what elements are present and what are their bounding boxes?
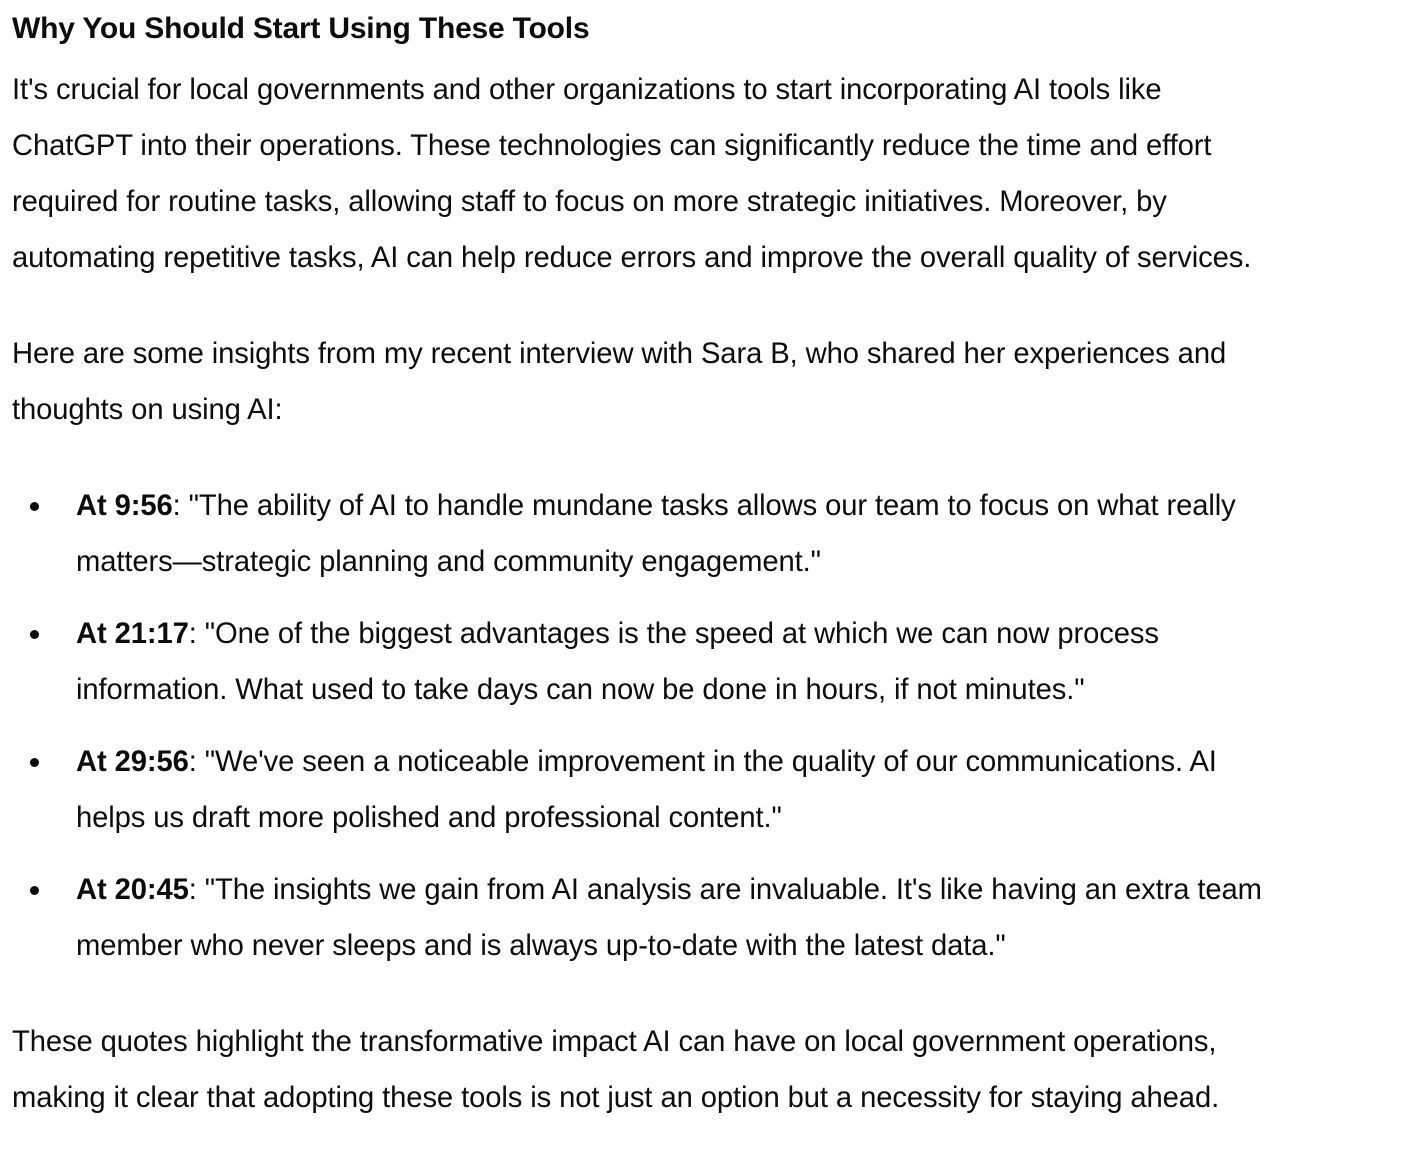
- quote-list-item: [12, 862, 1400, 974]
- paragraph-line: making it clear that adopting these tools is not just an option but a necessity for staying ahead.: [12, 1082, 1220, 1114]
- quote-line: [76, 862, 1400, 918]
- quote-list-item: [12, 606, 1400, 718]
- quote-line: member who never sleeps and is always up-to-date with the latest data.": [76, 930, 1006, 962]
- quote-timestamp: At 9:56: [76, 490, 173, 522]
- quote-timestamp: At 20:45: [76, 874, 189, 906]
- quote-text: : "The insights we gain from AI analysis are invaluable. It's like having an extra team: [188, 874, 1262, 906]
- quote-list-item: [12, 478, 1400, 590]
- paragraph-line: automating repetitive tasks, AI can help reduce errors and improve the overall quality of services.: [12, 242, 1252, 274]
- quote-line: helps us draft more polished and professional content.": [76, 802, 782, 834]
- bullet-icon: [30, 758, 39, 767]
- paragraph-line: thoughts on using AI:: [12, 394, 283, 426]
- quote-timestamp: At 21:17: [76, 618, 189, 650]
- intro-paragraph: [12, 62, 1400, 286]
- quote-line: matters—strategic planning and community engagement.": [76, 546, 821, 578]
- bullet-icon: [30, 630, 39, 639]
- quote-list-item: [12, 734, 1400, 846]
- paragraph-line: It's crucial for local governments and other organizations to start incorporating AI tools like: [12, 74, 1162, 106]
- quote-text: : "One of the biggest advantages is the speed at which we can now process: [188, 618, 1159, 650]
- quote-line: information. What used to take days can now be done in hours, if not minutes.": [76, 674, 1085, 706]
- quote-line: [76, 606, 1400, 662]
- paragraph-line: Here are some insights from my recent interview with Sara B, who shared her experiences and: [12, 338, 1227, 370]
- quote-line: [76, 734, 1400, 790]
- quote-line: [76, 478, 1400, 534]
- interview-intro-paragraph: [12, 326, 1400, 438]
- quote-timestamp: At 29:56: [76, 746, 189, 778]
- bullet-icon: [30, 886, 39, 895]
- paragraph-line: required for routine tasks, allowing staff to focus on more strategic initiatives. Moreover, by: [12, 186, 1167, 218]
- paragraph-line: These quotes highlight the transformative impact AI can have on local government operations,: [12, 1026, 1217, 1058]
- paragraph-line: ChatGPT into their operations. These technologies can significantly reduce the time and effort: [12, 130, 1212, 162]
- quote-text: : "The ability of AI to handle mundane tasks allows our team to focus on what really: [172, 490, 1236, 522]
- conclusion-paragraph: [12, 1014, 1400, 1126]
- quote-list: [12, 478, 1400, 974]
- bullet-icon: [30, 502, 39, 511]
- section-heading: Why You Should Start Using These Tools: [12, 12, 590, 45]
- quote-text: : "We've seen a noticeable improvement in the quality of our communications. AI: [188, 746, 1217, 778]
